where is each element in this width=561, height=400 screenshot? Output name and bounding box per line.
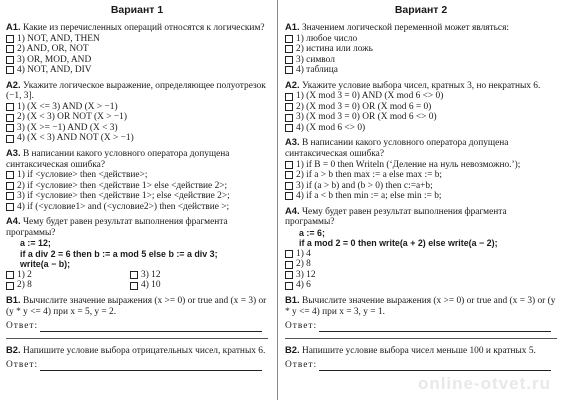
checkbox[interactable] <box>6 271 14 279</box>
answer-option[interactable]: 1) 2 <box>6 270 130 281</box>
checkbox[interactable] <box>285 93 293 101</box>
code-line: if a mod 2 = 0 then write(a + 2) else write(a − 2); <box>299 238 498 249</box>
v2-question-b1 <box>285 295 557 332</box>
checkbox[interactable] <box>285 250 293 258</box>
checkbox[interactable] <box>285 114 293 122</box>
answer-option[interactable]: 4) 10 <box>130 280 254 291</box>
question-text: Какие из перечисленных операций относятся к логическим? <box>22 23 265 33</box>
question-number: В2. <box>285 343 300 355</box>
checkbox[interactable] <box>6 114 14 122</box>
v2-question-a4 <box>285 206 557 291</box>
checkbox[interactable] <box>6 182 14 190</box>
checkbox[interactable] <box>6 203 14 211</box>
answer-option[interactable]: 4) if (<условие1> and (<условие2>) then <действие >; <box>6 202 268 213</box>
checkbox[interactable] <box>6 103 14 111</box>
checkbox[interactable] <box>6 124 14 132</box>
v1-question-a3 <box>6 148 268 212</box>
answer-option[interactable]: 4) if a < b then min := a; else min := b; <box>285 191 557 202</box>
answer-option[interactable]: 3) 12 <box>285 270 557 281</box>
checkbox[interactable] <box>285 171 293 179</box>
checkbox[interactable] <box>285 182 293 190</box>
checkbox[interactable] <box>285 56 293 64</box>
answer-line[interactable] <box>40 362 262 371</box>
question-number: А1. <box>285 21 300 32</box>
v1-question-b1 <box>6 295 268 332</box>
answer-option[interactable]: 2) if <условие> then <действие 1> else <действие 2>; <box>6 181 268 192</box>
answer-line[interactable] <box>319 323 551 332</box>
question-number: А4. <box>285 204 300 216</box>
variant-1-title: Вариант 1 <box>110 4 164 16</box>
question-text: Напишите условие выбора отрицательных чисел, кратных 6. <box>22 345 266 356</box>
answer-field[interactable] <box>6 360 268 371</box>
checkbox[interactable] <box>6 56 14 64</box>
answer-option[interactable]: 4) таблица <box>285 65 557 76</box>
checkbox[interactable] <box>285 103 293 111</box>
question-text: Вычислите значение выражения (x >= 0) or true and (x = 3) or (y * y <= 4) при x = 3, y = 1. <box>285 296 556 317</box>
answer-option[interactable]: 1) (X <= 3) AND (X > −1) <box>6 102 268 113</box>
answer-field[interactable] <box>285 321 557 332</box>
answer-option[interactable]: 1) if <условие> then <действие>; <box>6 170 268 181</box>
question-number: А2. <box>285 78 300 90</box>
answer-label: Ответ: <box>285 321 318 332</box>
variant-1-column <box>6 0 268 377</box>
checkbox[interactable] <box>6 35 14 43</box>
answer-option[interactable]: 3) символ <box>285 55 557 66</box>
answer-options-grid <box>6 270 268 291</box>
v2-question-a3 <box>285 137 557 201</box>
answer-option[interactable]: 3) (X >= −1) AND (X < 3) <box>6 123 268 134</box>
v1-question-a4 <box>6 216 268 291</box>
variant-2-title: Вариант 2 <box>394 4 448 16</box>
answer-label: Ответ: <box>285 360 318 371</box>
question-number: А2. <box>6 78 21 90</box>
answer-option[interactable]: 2) (X < 3) OR NOT (X > −1) <box>6 112 268 123</box>
divider <box>285 338 557 339</box>
answer-option[interactable]: 2) 8 <box>6 280 130 291</box>
v1-question-a2 <box>6 80 268 144</box>
v1-question-a1 <box>6 22 268 76</box>
question-text: Значением логической переменной может являться: <box>301 23 510 33</box>
question-text: В написании какого условного оператора допущена синтаксическая ошибка? <box>6 149 230 170</box>
watermark: online-otvet.ru <box>417 374 551 393</box>
question-text: Чему будет равен результат выполнения фрагмента программы? <box>6 217 228 238</box>
answer-option[interactable]: 1) NOT, AND, THEN <box>6 34 268 45</box>
answer-label: Ответ: <box>6 321 39 332</box>
code-line: a := 6; <box>299 227 325 238</box>
checkbox[interactable] <box>130 271 138 279</box>
checkbox[interactable] <box>6 135 14 143</box>
answer-option[interactable]: 3) OR, MOD, AND <box>6 55 268 66</box>
checkbox[interactable] <box>285 271 293 279</box>
answer-option[interactable]: 4) (X mod 6 <> 0) <box>285 123 557 134</box>
checkbox[interactable] <box>6 282 14 290</box>
question-text: В написании какого условного оператора допущена синтаксическая ошибка? <box>285 138 509 160</box>
checkbox[interactable] <box>285 124 293 132</box>
v2-question-b2 <box>285 345 557 371</box>
code-line: if a div 2 = 6 then b := a mod 5 else b := a div 3; <box>20 248 218 259</box>
divider <box>6 338 268 339</box>
answer-option[interactable]: 2) if a > b then max := a else max := b; <box>285 170 557 181</box>
question-text: Напишите условие выбора чисел меньше 100 и кратных 5. <box>301 345 536 356</box>
checkbox[interactable] <box>130 282 138 290</box>
answer-option[interactable]: 4) (X < 3) AND NOT (X > −1) <box>6 133 268 144</box>
checkbox[interactable] <box>285 261 293 269</box>
answer-label: Ответ: <box>6 360 39 371</box>
code-line: a := 12; <box>20 238 51 249</box>
code-line: write(a − b); <box>20 259 71 270</box>
checkbox[interactable] <box>285 35 293 43</box>
answer-option[interactable]: 2) AND, OR, NOT <box>6 44 268 55</box>
answer-option[interactable]: 3) if (a > b) and (b > 0) then c:=a+b; <box>285 181 557 192</box>
answer-option[interactable]: 1) if B = 0 then Writeln (‘Деление на нуль невозможно.’); <box>285 160 557 171</box>
question-text: Укажите логическое выражение, определяющее полуотрезок (−1, 3]. <box>6 80 266 102</box>
answer-line[interactable] <box>40 323 262 332</box>
answer-option[interactable]: 4) 6 <box>285 280 557 291</box>
answer-option[interactable]: 3) if <условие> then <действие 1>; else <действие 2>; <box>6 191 268 202</box>
checkbox[interactable] <box>285 161 293 169</box>
checkbox[interactable] <box>285 282 293 290</box>
column-divider <box>277 0 278 400</box>
question-text: Чему будет равен результат выполнения фрагмента программы? <box>285 206 507 228</box>
question-number: А3. <box>6 147 21 159</box>
answer-option[interactable]: 2) (X mod 3 = 0) OR (X mod 6 = 0) <box>285 102 557 113</box>
answer-option[interactable]: 1) (X mod 3 = 0) AND (X mod 6 <> 0) <box>285 91 557 102</box>
answer-option[interactable]: 3) (X mod 3 = 0) OR (X mod 6 <> 0) <box>285 112 557 123</box>
question-number: А3. <box>285 136 300 148</box>
answer-option[interactable]: 4) NOT, AND, DIV <box>6 65 268 76</box>
checkbox[interactable] <box>6 45 14 53</box>
question-number: В1. <box>285 294 300 306</box>
checkbox[interactable] <box>6 171 14 179</box>
question-number: В2. <box>6 343 21 355</box>
checkbox[interactable] <box>6 66 14 74</box>
question-number: А1. <box>6 21 21 32</box>
answer-option[interactable]: 1) 4 <box>285 249 557 260</box>
checkbox[interactable] <box>6 192 14 200</box>
answer-field[interactable] <box>6 321 268 332</box>
question-text: Вычислите значение выражения (x >= 0) or true and (x = 3) or (y * y <= 4) при x = 5, y = 2. <box>6 295 267 317</box>
checkbox[interactable] <box>285 66 293 74</box>
v1-question-b2 <box>6 345 268 371</box>
variant-2-column <box>285 0 557 377</box>
answer-option[interactable]: 2) истина или ложь <box>285 44 557 55</box>
checkbox[interactable] <box>285 192 293 200</box>
checkbox[interactable] <box>285 45 293 53</box>
question-number: А4. <box>6 215 21 227</box>
v2-question-a2 <box>285 80 557 134</box>
v2-question-a1 <box>285 22 557 76</box>
answer-line[interactable] <box>319 362 551 371</box>
answer-option[interactable]: 1) любое число <box>285 34 557 45</box>
question-text: Укажите условие выбора чисел, кратных 3, но некратных 6. <box>301 80 541 91</box>
answer-option[interactable]: 3) 12 <box>130 270 254 281</box>
answer-field[interactable] <box>285 360 557 371</box>
question-number: В1. <box>6 293 21 305</box>
answer-option[interactable]: 2) 8 <box>285 259 557 270</box>
